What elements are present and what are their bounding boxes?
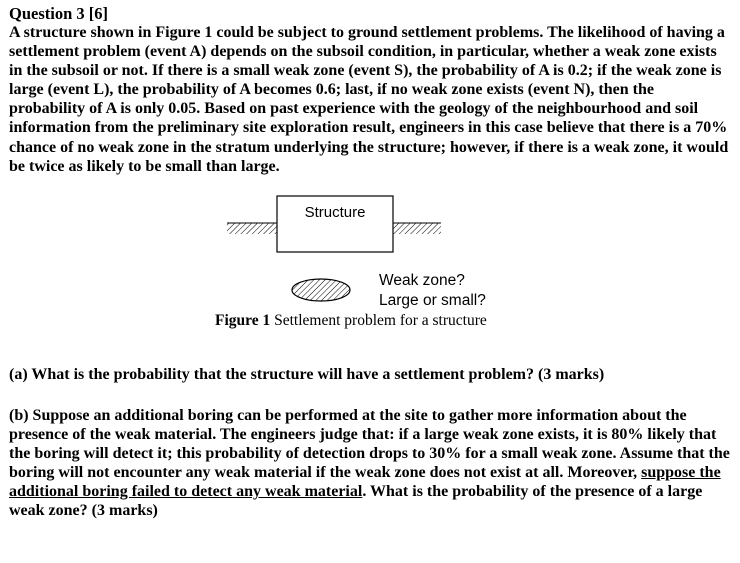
figure-1 [9, 194, 734, 344]
figure-caption-number: Figure 1 [215, 311, 271, 329]
structure-label: Structure [304, 203, 366, 221]
weak-zone-label-line1: Weak zone? [379, 271, 465, 289]
part-b-text-after: . What is the probability of the presence of a large weak zone? (3 marks) [9, 482, 703, 519]
weak-zone-label-line2: Large or small? [379, 291, 486, 309]
ground-hatch-right [393, 223, 441, 234]
figure-caption [215, 312, 487, 330]
question-intro: A structure shown in Figure 1 could be subject to ground settlement problems. The likelihood of having a settlement problem (event A) depends on the subsoil condition, in particular, whether a weak zone exists in the subsoil or not. If there is a small weak zone (event S), the probability of A is 0.2; if the weak zone is large (event L), the probability of A becomes 0.6; last, if no weak zone exists (event N), then the probability of A is only 0.05. Based on past experience with the geology of the neighbourhood and soil information from the preliminary site exploration result, engineers in this case believe that there is a 70% chance of no weak zone in the stratum underlying the structure; however, if there is a weak zone, it would be twice as likely to be small than large. [9, 24, 729, 175]
weak-zone-ellipse [292, 279, 350, 301]
part-b-text-before: (b) Suppose an additional boring can be performed at the site to gather more information about the presence of the weak material. The engineers judge that: if a large weak zone exists, it is 80% likely that the boring will detect it; this probability of detection drops to 30% for a small weak zone. Assume that the boring will not encounter any weak material if the weak zone does not exist at all. Moreover, [9, 406, 730, 481]
question-page [9, 4, 734, 520]
question-title: Question 3 [6] [9, 4, 108, 23]
figure-caption-text: Settlement problem for a structure [270, 311, 487, 329]
weak-zone-label [379, 271, 486, 311]
ground-hatch-left [227, 223, 277, 234]
part-b-question [9, 406, 734, 520]
part-a-question: (a) What is the probability that the structure will have a settlement problem? (3 marks) [9, 365, 605, 383]
part-b-underlined-assumption: suppose the additional boring failed to detect any weak material [9, 463, 721, 500]
